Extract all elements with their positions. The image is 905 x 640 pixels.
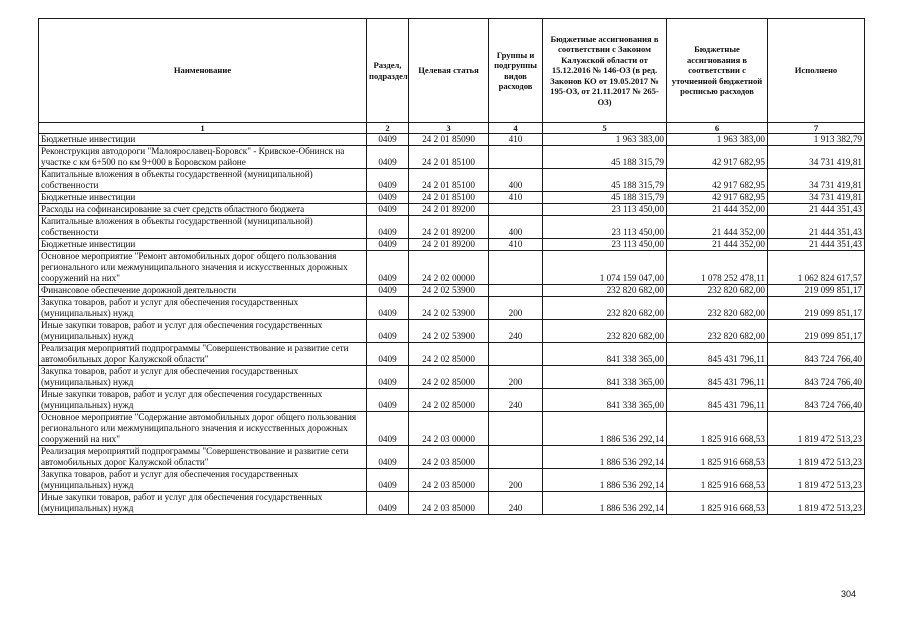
table-row: [39, 285, 865, 297]
row-name: Основное мероприятие "Ремонт автомобильных дорог общего пользования регионального или межмуниципального значения и искусственных дорожных сооружений на них": [39, 251, 367, 285]
row-executed-amount: 34 731 419,81: [768, 192, 865, 204]
table-row: [39, 492, 865, 515]
row-executed-amount: 1 819 472 513,23: [768, 446, 865, 469]
column-number: 3: [409, 123, 489, 134]
row-law-amount: 45 188 315,79: [543, 192, 667, 204]
header-refined-allocations: Бюджетные ассигнования в соответствии с уточненной бюджетной росписью расходов: [667, 19, 768, 123]
row-law-amount: 45 188 315,79: [543, 146, 667, 169]
row-section: 0409: [367, 146, 409, 169]
table-row: [39, 446, 865, 469]
row-target: 24 2 02 53900: [409, 285, 489, 297]
row-law-amount: 1 886 536 292,14: [543, 492, 667, 515]
header-law-allocations: Бюджетные ассигнования в соответствии с Законом Калужской области от 15.12.2016 № 146-ОЗ (в ред. Законов КО от 19.05.2017 № 195-ОЗ, от 21.11.2017 № 265-ОЗ): [543, 19, 667, 123]
table-row: [39, 216, 865, 239]
row-law-amount: 232 820 682,00: [543, 320, 667, 343]
row-law-amount: 23 113 450,00: [543, 204, 667, 216]
table-row: [39, 169, 865, 192]
row-name: Реализация мероприятий подпрограммы "Совершенствование и развитие сети автомобильных дорог Калужской области": [39, 446, 367, 469]
row-target: 24 2 02 85000: [409, 389, 489, 412]
table-row: [39, 192, 865, 204]
table-row: [39, 412, 865, 446]
table-row: [39, 134, 865, 146]
row-target: 24 2 02 00000: [409, 251, 489, 285]
row-executed-amount: 219 099 851,17: [768, 320, 865, 343]
row-name: Капитальные вложения в объекты государственной (муниципальной) собственности: [39, 216, 367, 239]
column-number: 5: [543, 123, 667, 134]
row-name: Капитальные вложения в объекты государственной (муниципальной) собственности: [39, 169, 367, 192]
row-section: 0409: [367, 469, 409, 492]
row-executed-amount: 1 819 472 513,23: [768, 469, 865, 492]
row-law-amount: 23 113 450,00: [543, 216, 667, 239]
row-section: 0409: [367, 251, 409, 285]
row-refined-amount: 42 917 682,95: [667, 169, 768, 192]
table-row: [39, 343, 865, 366]
row-law-amount: 1 886 536 292,14: [543, 446, 667, 469]
table-row: [39, 366, 865, 389]
row-refined-amount: 42 917 682,95: [667, 146, 768, 169]
row-refined-amount: 232 820 682,00: [667, 320, 768, 343]
row-executed-amount: 21 444 351,43: [768, 239, 865, 251]
row-section: 0409: [367, 343, 409, 366]
row-group: [489, 251, 543, 285]
table-row: [39, 251, 865, 285]
row-refined-amount: 1 825 916 668,53: [667, 412, 768, 446]
row-refined-amount: 232 820 682,00: [667, 297, 768, 320]
header-target: Целевая статья: [409, 19, 489, 123]
row-name: Расходы на софинансирование за счет средств областного бюджета: [39, 204, 367, 216]
row-group: 200: [489, 469, 543, 492]
row-name: Реконструкция автодороги "Малоярославец-Боровск" - Кривское-Обнинск на участке с км 6+500 по км 9+000 в Боровском районе: [39, 146, 367, 169]
row-group: 200: [489, 366, 543, 389]
row-name: Бюджетные инвестиции: [39, 239, 367, 251]
column-number-row: [39, 123, 865, 134]
budget-table: [38, 18, 865, 515]
row-group: [489, 446, 543, 469]
row-section: 0409: [367, 366, 409, 389]
row-section: 0409: [367, 192, 409, 204]
row-refined-amount: 1 825 916 668,53: [667, 492, 768, 515]
row-group: [489, 285, 543, 297]
row-law-amount: 232 820 682,00: [543, 285, 667, 297]
row-executed-amount: 843 724 766,40: [768, 389, 865, 412]
row-name: Закупка товаров, работ и услуг для обеспечения государственных (муниципальных) нужд: [39, 469, 367, 492]
row-refined-amount: 21 444 352,00: [667, 216, 768, 239]
row-executed-amount: 21 444 351,43: [768, 204, 865, 216]
header-groups: Группы и подгруппы видов расходов: [489, 19, 543, 123]
row-target: 24 2 02 53900: [409, 320, 489, 343]
row-law-amount: 232 820 682,00: [543, 297, 667, 320]
row-group: [489, 204, 543, 216]
table-row: [39, 204, 865, 216]
row-target: 24 2 01 89200: [409, 204, 489, 216]
row-group: 410: [489, 192, 543, 204]
row-section: 0409: [367, 492, 409, 515]
row-name: Иные закупки товаров, работ и услуг для обеспечения государственных (муниципальных) нужд: [39, 389, 367, 412]
row-section: 0409: [367, 297, 409, 320]
row-target: 24 2 01 89200: [409, 239, 489, 251]
table-row: [39, 389, 865, 412]
row-executed-amount: 1 913 382,79: [768, 134, 865, 146]
row-law-amount: 841 338 365,00: [543, 366, 667, 389]
row-target: 24 2 03 85000: [409, 469, 489, 492]
row-executed-amount: 843 724 766,40: [768, 366, 865, 389]
table-row: [39, 469, 865, 492]
row-law-amount: 1 963 383,00: [543, 134, 667, 146]
row-section: 0409: [367, 446, 409, 469]
row-executed-amount: 1 062 824 617,57: [768, 251, 865, 285]
row-target: 24 2 02 85000: [409, 366, 489, 389]
row-law-amount: 23 113 450,00: [543, 239, 667, 251]
row-target: 24 2 01 85090: [409, 134, 489, 146]
row-executed-amount: 34 731 419,81: [768, 169, 865, 192]
row-law-amount: 1 886 536 292,14: [543, 469, 667, 492]
row-section: 0409: [367, 216, 409, 239]
row-law-amount: 45 188 315,79: [543, 169, 667, 192]
row-refined-amount: 232 820 682,00: [667, 285, 768, 297]
row-refined-amount: 845 431 796,11: [667, 366, 768, 389]
row-section: 0409: [367, 320, 409, 343]
row-name: Закупка товаров, работ и услуг для обеспечения государственных (муниципальных) нужд: [39, 297, 367, 320]
column-number: 7: [768, 123, 865, 134]
row-executed-amount: 34 731 419,81: [768, 146, 865, 169]
row-name: Финансовое обеспечение дорожной деятельности: [39, 285, 367, 297]
row-name: Бюджетные инвестиции: [39, 134, 367, 146]
table-row: [39, 297, 865, 320]
row-group: 410: [489, 239, 543, 251]
header-name: Наименование: [39, 19, 367, 123]
row-executed-amount: 219 099 851,17: [768, 297, 865, 320]
row-target: 24 2 01 85100: [409, 146, 489, 169]
row-refined-amount: 21 444 352,00: [667, 239, 768, 251]
row-group: 240: [489, 492, 543, 515]
row-refined-amount: 42 917 682,95: [667, 192, 768, 204]
table-row: [39, 146, 865, 169]
row-target: 24 2 03 85000: [409, 446, 489, 469]
row-executed-amount: 21 444 351,43: [768, 216, 865, 239]
row-section: 0409: [367, 239, 409, 251]
row-law-amount: 841 338 365,00: [543, 389, 667, 412]
column-number: 6: [667, 123, 768, 134]
row-refined-amount: 1 825 916 668,53: [667, 469, 768, 492]
row-target: 24 2 03 00000: [409, 412, 489, 446]
header-section: Раздел, подраздел: [367, 19, 409, 123]
row-target: 24 2 01 85100: [409, 169, 489, 192]
header-executed: Исполнено: [768, 19, 865, 123]
row-executed-amount: 1 819 472 513,23: [768, 492, 865, 515]
row-name: Реализация мероприятий подпрограммы "Совершенствование и развитие сети автомобильных дорог Калужской области": [39, 343, 367, 366]
row-section: 0409: [367, 285, 409, 297]
row-group: 410: [489, 134, 543, 146]
row-target: 24 2 01 89200: [409, 216, 489, 239]
row-target: 24 2 01 85100: [409, 192, 489, 204]
row-name: Иные закупки товаров, работ и услуг для обеспечения государственных (муниципальных) нужд: [39, 492, 367, 515]
column-number: 4: [489, 123, 543, 134]
row-group: [489, 343, 543, 366]
row-refined-amount: 1 963 383,00: [667, 134, 768, 146]
row-group: [489, 412, 543, 446]
column-number: 1: [39, 123, 367, 134]
row-refined-amount: 845 431 796,11: [667, 389, 768, 412]
row-group: [489, 146, 543, 169]
row-section: 0409: [367, 412, 409, 446]
row-target: 24 2 02 53900: [409, 297, 489, 320]
row-refined-amount: 845 431 796,11: [667, 343, 768, 366]
row-name: Основное мероприятие "Содержание автомобильных дорог общего пользования регионального или межмуниципального значения и искусственных дорожных сооружений на них": [39, 412, 367, 446]
row-section: 0409: [367, 169, 409, 192]
row-law-amount: 1 886 536 292,14: [543, 412, 667, 446]
row-name: Иные закупки товаров, работ и услуг для обеспечения государственных (муниципальных) нужд: [39, 320, 367, 343]
row-executed-amount: 1 819 472 513,23: [768, 412, 865, 446]
row-section: 0409: [367, 134, 409, 146]
row-group: 240: [489, 320, 543, 343]
page-number: 304: [841, 589, 857, 599]
row-target: 24 2 02 85000: [409, 343, 489, 366]
budget-rows: [39, 134, 865, 515]
column-number: 2: [367, 123, 409, 134]
row-group: 400: [489, 216, 543, 239]
row-group: 200: [489, 297, 543, 320]
row-refined-amount: 1 078 252 478,11: [667, 251, 768, 285]
row-refined-amount: 21 444 352,00: [667, 204, 768, 216]
row-executed-amount: 219 099 851,17: [768, 285, 865, 297]
row-law-amount: 1 074 159 047,00: [543, 251, 667, 285]
row-group: 240: [489, 389, 543, 412]
row-law-amount: 841 338 365,00: [543, 343, 667, 366]
row-group: 400: [489, 169, 543, 192]
row-executed-amount: 843 724 766,40: [768, 343, 865, 366]
table-row: [39, 239, 865, 251]
row-name: Бюджетные инвестиции: [39, 192, 367, 204]
row-refined-amount: 1 825 916 668,53: [667, 446, 768, 469]
table-row: [39, 320, 865, 343]
header-row: [39, 19, 865, 123]
row-section: 0409: [367, 389, 409, 412]
row-name: Закупка товаров, работ и услуг для обеспечения государственных (муниципальных) нужд: [39, 366, 367, 389]
row-section: 0409: [367, 204, 409, 216]
row-target: 24 2 03 85000: [409, 492, 489, 515]
